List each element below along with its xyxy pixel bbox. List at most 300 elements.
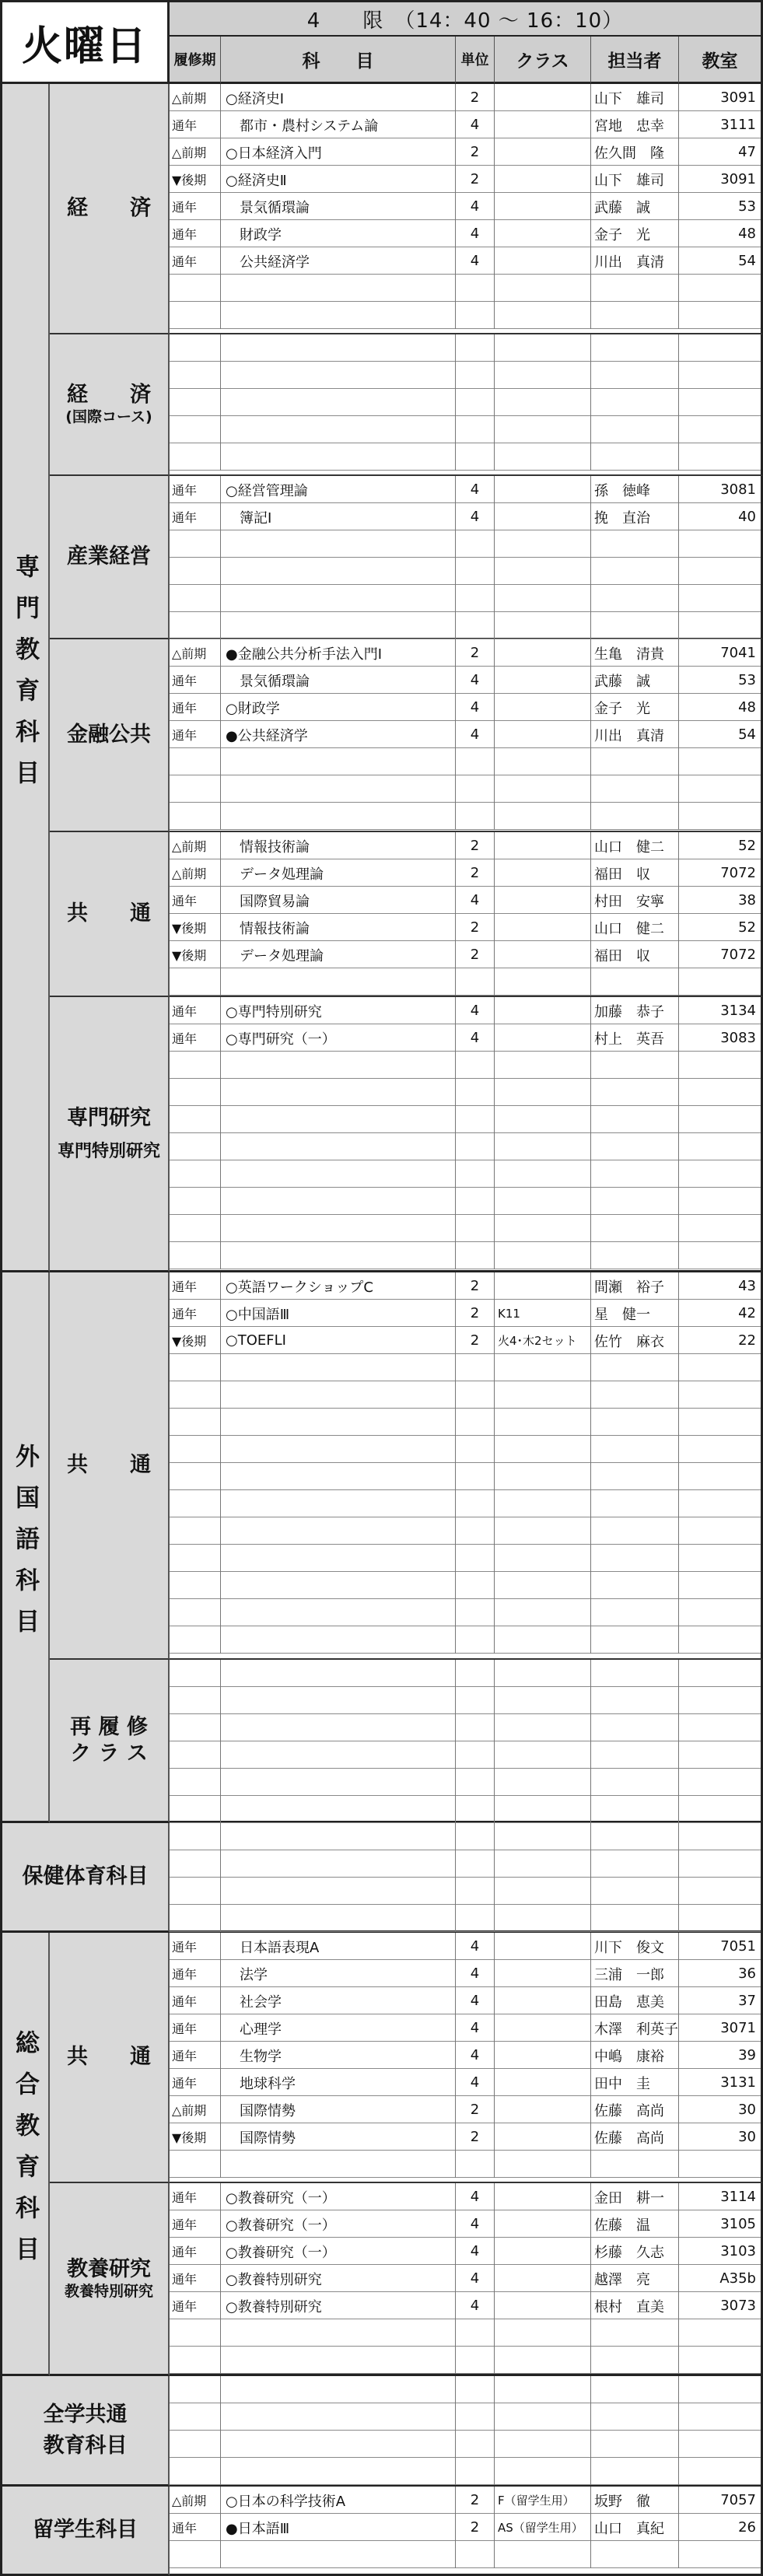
course-subject: ●金融公共分析手法入門Ⅰ xyxy=(221,639,456,667)
course-teacher xyxy=(591,1436,679,1463)
section-kyoyo xyxy=(170,2183,763,2376)
course-subject: 都市・農村システム論 xyxy=(221,111,456,138)
course-teacher xyxy=(591,1769,679,1796)
course-room xyxy=(679,1572,761,1599)
course-subject xyxy=(221,1850,456,1878)
course-room xyxy=(679,1106,761,1133)
course-room xyxy=(679,1242,761,1269)
course-class xyxy=(495,1823,591,1850)
course-room: 3073 xyxy=(720,2298,756,2314)
course-subject xyxy=(221,1660,456,1687)
course-term xyxy=(170,1188,221,1215)
course-term xyxy=(170,2319,221,2347)
course-term xyxy=(170,389,221,416)
course-term: 通年 xyxy=(170,1933,221,1960)
course-subject xyxy=(221,1823,456,1850)
course-units: 4 xyxy=(456,193,495,220)
course-room: 30 xyxy=(738,2129,756,2145)
course-class xyxy=(495,1215,591,1242)
subgroup-zengaku-label: 全学共通 xyxy=(43,2403,128,2427)
course-teacher xyxy=(591,968,679,996)
course-teacher xyxy=(591,416,679,443)
course-subject xyxy=(221,1463,456,1490)
course-teacher xyxy=(591,1133,679,1160)
course-teacher: 佐久間 隆 xyxy=(591,138,679,166)
course-units xyxy=(456,1133,495,1160)
column-header-subject: 科 目 xyxy=(221,37,456,84)
course-units xyxy=(456,1381,495,1409)
course-subject: 社会学 xyxy=(221,1987,456,2014)
course-subject xyxy=(221,2431,456,2458)
course-subject: ○日本の科学技術A xyxy=(221,2487,456,2514)
course-term: 通年 xyxy=(170,476,221,503)
table-row xyxy=(170,667,761,694)
course-term: 通年 xyxy=(170,193,221,220)
course-room xyxy=(679,1436,761,1463)
course-teacher: 佐竹 麻衣 xyxy=(591,1327,679,1354)
course-subject xyxy=(221,558,456,585)
course-units xyxy=(456,2431,495,2458)
course-units xyxy=(456,968,495,996)
course-teacher: 金田 耕一 xyxy=(591,2183,679,2210)
course-term xyxy=(170,2431,221,2458)
course-teacher xyxy=(591,1850,679,1878)
course-term: ▼後期 xyxy=(170,914,221,941)
course-subject: ○経済史Ⅰ xyxy=(221,84,456,111)
course-units: 2 xyxy=(456,914,495,941)
course-class xyxy=(495,2292,591,2319)
course-room xyxy=(679,389,761,416)
course-teacher xyxy=(591,2458,679,2485)
course-room xyxy=(679,1660,761,1687)
course-subject: 国際情勢 xyxy=(221,2096,456,2123)
course-teacher xyxy=(591,1490,679,1517)
course-class xyxy=(495,1436,591,1463)
course-units xyxy=(456,585,495,612)
course-class xyxy=(495,1024,591,1052)
course-term xyxy=(170,334,221,362)
course-units xyxy=(456,2319,495,2347)
course-term: 通年 xyxy=(170,1272,221,1300)
course-units xyxy=(456,302,495,329)
course-class xyxy=(495,2403,591,2431)
course-teacher xyxy=(591,2319,679,2347)
table-row xyxy=(170,111,761,138)
course-term: 通年 xyxy=(170,1024,221,1052)
course-subject xyxy=(221,1905,456,1932)
course-subject: 簿記Ⅰ xyxy=(221,503,456,530)
course-subject xyxy=(221,1687,456,1714)
subgroup-kinyu-label: 金融公共 xyxy=(67,723,151,747)
course-units: 2 xyxy=(456,166,495,193)
course-term xyxy=(170,1850,221,1878)
course-class xyxy=(495,612,591,639)
course-units: 2 xyxy=(456,859,495,887)
course-term xyxy=(170,1106,221,1133)
course-term: 通年 xyxy=(170,694,221,721)
course-subject xyxy=(221,2319,456,2347)
empty-row xyxy=(170,2376,761,2403)
course-class xyxy=(495,585,591,612)
course-units xyxy=(456,362,495,389)
course-subject xyxy=(221,775,456,803)
table-row xyxy=(170,166,761,193)
course-room: 3071 xyxy=(720,2020,756,2036)
subgroup-keizai-intl-label: 経 済 xyxy=(67,383,151,408)
course-units xyxy=(456,2403,495,2431)
course-teacher xyxy=(591,803,679,830)
course-teacher: 金子 光 xyxy=(591,220,679,247)
course-room xyxy=(679,334,761,362)
table-row xyxy=(170,247,761,275)
course-room xyxy=(679,2431,761,2458)
table-row xyxy=(170,2069,761,2096)
course-teacher xyxy=(591,748,679,775)
course-class xyxy=(495,667,591,694)
table-row xyxy=(170,721,761,748)
course-units: 2 xyxy=(456,2487,495,2514)
course-class xyxy=(495,558,591,585)
course-subject xyxy=(221,389,456,416)
course-term: 通年 xyxy=(170,1987,221,2014)
course-units xyxy=(456,1769,495,1796)
empty-row xyxy=(170,1796,761,1823)
course-room xyxy=(679,2541,761,2568)
course-teacher xyxy=(591,1052,679,1079)
course-room: 3091 xyxy=(720,171,756,187)
course-term xyxy=(170,1079,221,1106)
table-row xyxy=(170,639,761,667)
course-subject xyxy=(221,1242,456,1269)
course-units: 2 xyxy=(456,941,495,968)
course-subject xyxy=(221,1490,456,1517)
course-subject: 財政学 xyxy=(221,220,456,247)
course-room xyxy=(679,1133,761,1160)
course-subject: データ処理論 xyxy=(221,859,456,887)
course-units xyxy=(456,1106,495,1133)
course-teacher: 金子 光 xyxy=(591,694,679,721)
course-units: 4 xyxy=(456,2265,495,2292)
course-room: 26 xyxy=(738,2519,756,2536)
course-class xyxy=(495,2042,591,2069)
course-class xyxy=(495,1106,591,1133)
course-term xyxy=(170,1741,221,1769)
empty-row xyxy=(170,1660,761,1687)
course-teacher xyxy=(591,275,679,302)
course-term xyxy=(170,275,221,302)
course-room: 3091 xyxy=(720,89,756,106)
course-room xyxy=(679,1850,761,1878)
empty-row xyxy=(170,1741,761,1769)
course-teacher: 山下 雄司 xyxy=(591,166,679,193)
course-room xyxy=(679,1160,761,1188)
subgroup-sangyo-label: 産業経営 xyxy=(67,544,151,569)
table-row xyxy=(170,832,761,859)
course-term: ▼後期 xyxy=(170,166,221,193)
table-row xyxy=(170,914,761,941)
course-room xyxy=(679,558,761,585)
course-units xyxy=(456,612,495,639)
course-teacher: 根村 直美 xyxy=(591,2292,679,2319)
table-row xyxy=(170,887,761,914)
course-subject: 日本語表現A xyxy=(221,1933,456,1960)
course-term xyxy=(170,968,221,996)
course-units xyxy=(456,443,495,471)
course-term xyxy=(170,2376,221,2403)
course-class xyxy=(495,389,591,416)
column-header-room: 教室 xyxy=(679,37,763,84)
course-teacher xyxy=(591,1079,679,1106)
course-subject: ●日本語Ⅲ xyxy=(221,2514,456,2541)
course-subject xyxy=(221,1188,456,1215)
course-term: 通年 xyxy=(170,2183,221,2210)
course-class xyxy=(495,247,591,275)
course-subject: 公共経済学 xyxy=(221,247,456,275)
course-class xyxy=(495,2319,591,2347)
course-teacher xyxy=(591,1106,679,1133)
section-sairishu xyxy=(170,1660,763,1823)
column-header-class: クラス xyxy=(495,37,591,84)
course-units xyxy=(456,1850,495,1878)
course-term: 通年 xyxy=(170,721,221,748)
course-subject: 情報技術論 xyxy=(221,914,456,941)
course-class xyxy=(495,1188,591,1215)
course-teacher xyxy=(591,585,679,612)
course-teacher xyxy=(591,1354,679,1381)
course-teacher: 福田 収 xyxy=(591,859,679,887)
course-class xyxy=(495,334,591,362)
course-room: 48 xyxy=(738,226,756,242)
course-room: 54 xyxy=(738,253,756,269)
group-gaikokugo: 外国語科目 xyxy=(0,1272,50,1823)
course-term xyxy=(170,1215,221,1242)
course-room xyxy=(679,530,761,558)
course-term xyxy=(170,2541,221,2568)
course-units xyxy=(456,2347,495,2374)
course-subject xyxy=(221,2151,456,2178)
course-teacher: 杉藤 久志 xyxy=(591,2238,679,2265)
course-subject xyxy=(221,1160,456,1188)
course-teacher xyxy=(591,1714,679,1741)
course-term xyxy=(170,1436,221,1463)
empty-row xyxy=(170,2151,761,2178)
course-units: 4 xyxy=(456,111,495,138)
course-room xyxy=(679,1905,761,1932)
course-units: 4 xyxy=(456,1987,495,2014)
course-room xyxy=(679,1463,761,1490)
table-row xyxy=(170,2123,761,2151)
empty-row xyxy=(170,1436,761,1463)
empty-row xyxy=(170,1878,761,1905)
course-teacher: 武藤 誠 xyxy=(591,667,679,694)
course-teacher: 木澤 利英子 xyxy=(591,2014,679,2042)
course-room xyxy=(679,1079,761,1106)
course-room xyxy=(679,1354,761,1381)
course-subject: ○教養特別研究 xyxy=(221,2292,456,2319)
course-term xyxy=(170,1463,221,1490)
course-class xyxy=(495,1381,591,1409)
course-units xyxy=(456,1626,495,1654)
course-class xyxy=(495,1905,591,1932)
course-term xyxy=(170,1133,221,1160)
course-class xyxy=(495,941,591,968)
course-teacher xyxy=(591,1242,679,1269)
course-teacher: 孫 徳峰 xyxy=(591,476,679,503)
course-subject xyxy=(221,1741,456,1769)
course-subject xyxy=(221,803,456,830)
course-class xyxy=(495,84,591,111)
course-term: 通年 xyxy=(170,503,221,530)
course-room: 7072 xyxy=(720,865,756,881)
course-term: △前期 xyxy=(170,2487,221,2514)
course-room: 52 xyxy=(738,919,756,936)
course-room: 3103 xyxy=(720,2243,756,2259)
course-units xyxy=(456,1796,495,1823)
course-units xyxy=(456,1354,495,1381)
course-units xyxy=(456,1878,495,1905)
course-teacher xyxy=(591,362,679,389)
course-subject: ○教養研究（一） xyxy=(221,2210,456,2238)
course-units xyxy=(456,2541,495,2568)
table-row xyxy=(170,859,761,887)
course-teacher: 生亀 清貴 xyxy=(591,639,679,667)
subgroup-senmon-kenkyu-label: 専門研究 xyxy=(67,1105,151,1130)
course-class xyxy=(495,1133,591,1160)
empty-row xyxy=(170,1409,761,1436)
section-keizai xyxy=(170,84,763,334)
course-teacher xyxy=(591,1599,679,1626)
course-room xyxy=(679,1052,761,1079)
course-room: 30 xyxy=(738,2102,756,2118)
course-subject xyxy=(221,968,456,996)
course-teacher xyxy=(591,558,679,585)
course-room xyxy=(679,2319,761,2347)
course-units xyxy=(456,1490,495,1517)
course-units xyxy=(456,334,495,362)
course-subject: 心理学 xyxy=(221,2014,456,2042)
course-units: 4 xyxy=(456,2292,495,2319)
course-units: 4 xyxy=(456,476,495,503)
course-term xyxy=(170,1354,221,1381)
subgroup-ryugaku-label: 留学生科目 xyxy=(33,2518,138,2543)
empty-row xyxy=(170,585,761,612)
course-class xyxy=(495,914,591,941)
course-room: 7072 xyxy=(720,947,756,963)
course-units: 4 xyxy=(456,2069,495,2096)
course-teacher xyxy=(591,2541,679,2568)
course-teacher: 山口 健二 xyxy=(591,832,679,859)
course-room xyxy=(679,585,761,612)
course-room xyxy=(679,2151,761,2178)
course-term xyxy=(170,558,221,585)
course-term xyxy=(170,1626,221,1654)
empty-row xyxy=(170,803,761,830)
table-row xyxy=(170,694,761,721)
course-units: 4 xyxy=(456,2183,495,2210)
course-subject xyxy=(221,530,456,558)
table-row xyxy=(170,1933,761,1960)
course-class xyxy=(495,968,591,996)
table-row xyxy=(170,2487,761,2514)
course-room: 22 xyxy=(738,1332,756,1349)
course-term xyxy=(170,1769,221,1796)
course-room xyxy=(679,2403,761,2431)
empty-row xyxy=(170,1823,761,1850)
course-subject xyxy=(221,443,456,471)
course-room: 3134 xyxy=(720,1003,756,1019)
course-units xyxy=(456,389,495,416)
empty-row xyxy=(170,968,761,996)
course-subject xyxy=(221,1436,456,1463)
course-room: 3111 xyxy=(720,117,756,133)
course-term: 通年 xyxy=(170,2514,221,2541)
course-room xyxy=(679,443,761,471)
course-teacher xyxy=(591,1381,679,1409)
course-class xyxy=(495,2376,591,2403)
course-class xyxy=(495,2238,591,2265)
table-row xyxy=(170,220,761,247)
empty-row xyxy=(170,2541,761,2568)
course-subject xyxy=(221,1133,456,1160)
course-teacher xyxy=(591,2151,679,2178)
course-teacher xyxy=(591,530,679,558)
table-row xyxy=(170,2042,761,2069)
course-class xyxy=(495,1850,591,1878)
course-class xyxy=(495,1660,591,1687)
course-units xyxy=(456,1160,495,1188)
course-room xyxy=(679,1626,761,1654)
course-subject xyxy=(221,1409,456,1436)
course-subject: ○英語ワークショップC xyxy=(221,1272,456,1300)
course-class xyxy=(495,220,591,247)
course-subject xyxy=(221,1052,456,1079)
course-class xyxy=(495,530,591,558)
course-teacher: 挽 直治 xyxy=(591,503,679,530)
subgroup-keizai-intl-note: (国際コース) xyxy=(65,408,152,425)
subgroup-senmon-tokubetsu-label: 専門特別研究 xyxy=(57,1141,160,1161)
course-term: 通年 xyxy=(170,2014,221,2042)
course-teacher: 田島 恵美 xyxy=(591,1987,679,2014)
subgroup-kyoyo xyxy=(50,2183,170,2376)
course-room: 3114 xyxy=(720,2189,756,2205)
course-class xyxy=(495,2431,591,2458)
course-term xyxy=(170,2458,221,2485)
table-row xyxy=(170,193,761,220)
course-teacher xyxy=(591,1796,679,1823)
section-kyotsu xyxy=(170,832,763,997)
course-room xyxy=(679,1687,761,1714)
course-teacher xyxy=(591,612,679,639)
empty-row xyxy=(170,1599,761,1626)
course-term: 通年 xyxy=(170,111,221,138)
course-units xyxy=(456,1741,495,1769)
course-room: 42 xyxy=(738,1305,756,1321)
course-subject: ○経営管理論 xyxy=(221,476,456,503)
course-room xyxy=(679,775,761,803)
table-row xyxy=(170,1960,761,1987)
course-subject: ○財政学 xyxy=(221,694,456,721)
course-teacher xyxy=(591,334,679,362)
course-term xyxy=(170,1381,221,1409)
course-units: 4 xyxy=(456,2014,495,2042)
course-units: 4 xyxy=(456,1024,495,1052)
course-class xyxy=(495,503,591,530)
empty-row xyxy=(170,1545,761,1572)
course-subject: 景気循環論 xyxy=(221,193,456,220)
empty-row xyxy=(170,2347,761,2374)
course-class xyxy=(495,1714,591,1741)
course-term: 通年 xyxy=(170,1300,221,1327)
